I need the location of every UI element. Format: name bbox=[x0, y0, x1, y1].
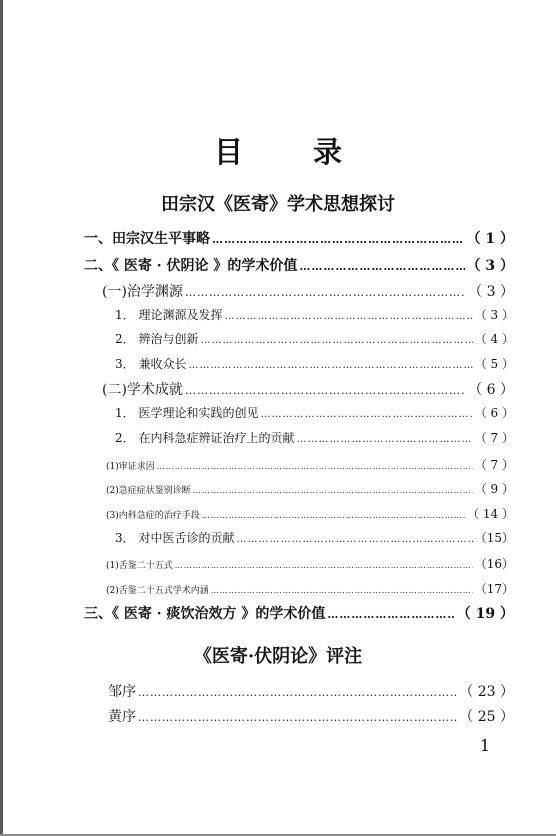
toc-entry-theory-origin[interactable] bbox=[115, 306, 514, 323]
toc-leader-dots bbox=[157, 462, 473, 471]
toc-entry-biography[interactable] bbox=[84, 228, 514, 248]
toc-entry-title: 2． 在内科急症辨证治疗上的贡献 bbox=[115, 431, 295, 445]
toc-entry-title: 3． 兼收众长 bbox=[115, 357, 187, 371]
toc-entry-treatment-means[interactable] bbox=[106, 505, 514, 522]
toc-entry-page: （ 7 ） bbox=[474, 431, 514, 445]
toc-entry-huang-preface[interactable] bbox=[108, 706, 514, 726]
toc-leader-dots bbox=[185, 286, 466, 299]
page-title: 目 录 bbox=[213, 135, 373, 169]
toc-leader-dots bbox=[138, 711, 457, 724]
toc-leader-dots bbox=[299, 260, 464, 273]
toc-leader-dots bbox=[260, 409, 472, 420]
toc-leader-dots bbox=[185, 384, 466, 397]
section-heading-thought: 田宗汉《医寄》学术思想探讨 bbox=[161, 194, 395, 215]
toc-entry-title: (一)治学渊源 bbox=[102, 284, 183, 300]
toc-leader-dots bbox=[200, 335, 472, 346]
toc-entry-page: （ 23 ） bbox=[459, 684, 514, 700]
toc-entry-title: (1)审证求因 bbox=[106, 462, 155, 472]
toc-entry-title: 黄序 bbox=[108, 709, 136, 725]
page-number: 1 bbox=[479, 736, 490, 755]
toc-entry-academic-origin[interactable] bbox=[102, 281, 514, 301]
toc-entry-title: 三、《 医寄 · 痰饮治效方 》的学术价值 bbox=[84, 606, 326, 622]
toc-entry-page: （ 3 ） bbox=[474, 308, 514, 322]
toc-entry-page: （ 6 ） bbox=[474, 406, 514, 420]
toc-entry-page: （ 3 ） bbox=[466, 258, 514, 274]
toc-entry-page: （ 9 ） bbox=[474, 482, 514, 496]
toc-entry-diagnosis-innovation[interactable] bbox=[115, 330, 514, 347]
toc-entry-tongue-diagnosis[interactable] bbox=[115, 529, 514, 546]
toc-entry-title: (二)学术成就 bbox=[102, 382, 183, 398]
toc-entry-tongue-25-meaning[interactable] bbox=[106, 580, 514, 597]
toc-entry-tanyin-value[interactable] bbox=[84, 603, 514, 623]
page-left-edge bbox=[0, 0, 3, 836]
toc-entry-page: （17） bbox=[474, 582, 514, 596]
toc-entry-page: （ 3 ） bbox=[468, 284, 514, 300]
toc-entry-title: (2)急症症状鉴别诊断 bbox=[106, 486, 191, 496]
toc-entry-page: （16） bbox=[474, 557, 514, 571]
toc-leader-dots bbox=[175, 561, 473, 570]
toc-leader-dots bbox=[138, 686, 457, 699]
toc-entry-title: 1． 医学理论和实践的创见 bbox=[115, 406, 259, 420]
toc-entry-emergency-contribution[interactable] bbox=[115, 429, 514, 446]
toc-entry-page: （ 14 ） bbox=[467, 507, 514, 521]
toc-leader-dots bbox=[193, 486, 473, 495]
toc-entry-page: （ 7 ） bbox=[474, 458, 514, 472]
toc-entry-page: （ 19 ） bbox=[456, 606, 514, 622]
toc-entry-tongue-25[interactable] bbox=[106, 555, 514, 572]
toc-entry-academic-achievement[interactable] bbox=[102, 379, 514, 399]
section-heading-commentary: 《医寄·伏阴论》评注 bbox=[193, 646, 363, 667]
toc-leader-dots bbox=[327, 608, 454, 621]
toc-entry-differential-diagnosis[interactable] bbox=[106, 480, 514, 497]
toc-entry-seek-cause[interactable] bbox=[106, 456, 514, 473]
toc-entry-medical-insights[interactable] bbox=[115, 404, 514, 421]
toc-entry-title: 1． 理论渊源及发挥 bbox=[115, 308, 223, 322]
toc-leader-dots bbox=[224, 311, 472, 322]
toc-entry-broad-learning[interactable] bbox=[115, 355, 514, 372]
toc-entry-title: 邹序 bbox=[108, 684, 136, 700]
toc-entry-page: （ 4 ） bbox=[474, 332, 514, 346]
toc-entry-title: (2)舌鉴二十五式学术内涵 bbox=[106, 586, 209, 596]
toc-entry-title: 3． 对中医舌诊的贡献 bbox=[115, 531, 235, 545]
toc-entry-title: 一、田宗汉生平事略 bbox=[84, 231, 210, 247]
toc-leader-dots bbox=[202, 511, 465, 520]
toc-entry-page: （ 5 ） bbox=[474, 357, 514, 371]
toc-leader-dots bbox=[212, 233, 465, 246]
toc-entry-title: 2． 辨治与创新 bbox=[115, 332, 199, 346]
toc-entry-page: （ 6 ） bbox=[468, 382, 514, 398]
toc-entry-zou-preface[interactable] bbox=[108, 681, 514, 701]
toc-entry-page: （ 1 ） bbox=[466, 231, 514, 247]
toc-entry-title: (3)内科急症的治疗手段 bbox=[106, 511, 200, 521]
toc-leader-dots bbox=[236, 534, 472, 545]
toc-entry-title: (1)舌鉴二十五式 bbox=[106, 561, 173, 571]
toc-entry-page: （15） bbox=[474, 531, 514, 545]
toc-entry-fuyin-value[interactable] bbox=[84, 255, 514, 275]
toc-leader-dots bbox=[211, 586, 473, 595]
toc-leader-dots bbox=[188, 360, 472, 371]
toc-leader-dots bbox=[296, 434, 472, 445]
toc-entry-title: 二、《 医寄 · 伏阴论 》的学术价值 bbox=[84, 258, 298, 274]
toc-entry-page: （ 25 ） bbox=[459, 709, 514, 725]
